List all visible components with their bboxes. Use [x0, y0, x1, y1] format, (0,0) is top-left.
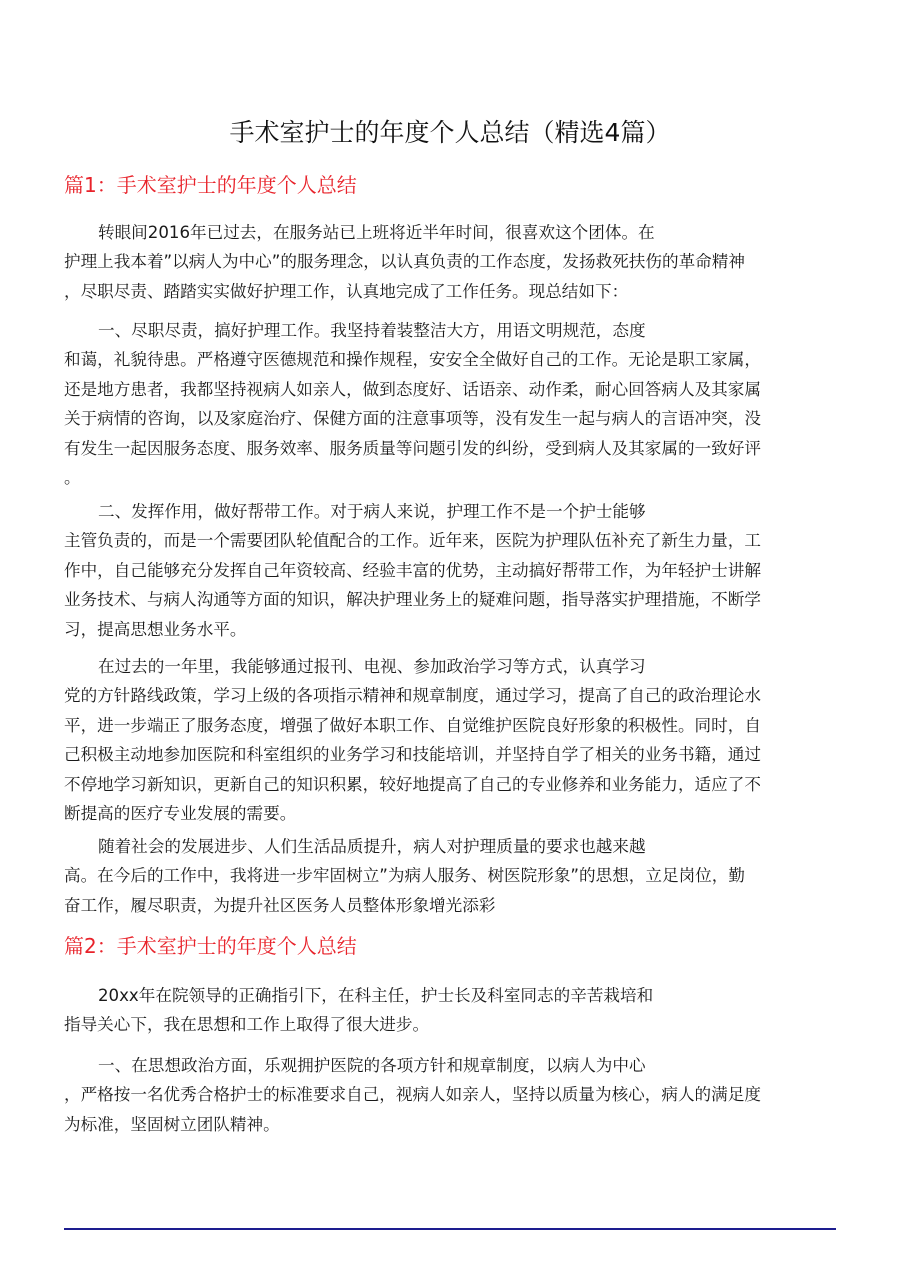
paragraph-line: 高。在今后的工作中，我将进一步牢固树立”为病人服务、树医院形象”的思想，立足岗位，勤 [64, 866, 745, 886]
paragraph-line: ，尽职尽责、踏踏实实做好护理工作，认真地完成了工作任务。现总结如下： [64, 281, 629, 301]
paragraph [64, 652, 844, 828]
paragraph-line: 主管负责的，而是一个需要团队轮值配合的工作。近年来，医院为护理队伍补充了新生力量，工 [64, 531, 761, 551]
paragraph-line: 为标准，坚固树立团队精神。 [64, 1114, 280, 1134]
paragraph-line: 转眼间2016年已过去，在服务站已上班将近半年时间，很喜欢这个团体。在 [98, 223, 655, 242]
paragraph-line: 20xx年在院领导的正确指引下，在科主任，护士长及科室同志的辛苦栽培和 [98, 986, 654, 1005]
paragraph [64, 497, 844, 644]
paragraph-line: 二、发挥作用，做好帮带工作。对于病人来说，护理工作不是一个护士能够 [98, 502, 646, 521]
paragraph-line: 关于病情的咨询，以及家庭治疗、保健方面的注意事项等，没有发生一起与病人的言语冲突，没 [64, 409, 761, 429]
paragraph-line: 习，提高思想业务水平。 [64, 619, 247, 639]
paragraph-line: 还是地方患者，我都坚持视病人如亲人，做到态度好、话语亲、动作柔，耐心回答病人及其家属 [64, 379, 761, 399]
section-heading-1: 篇1：手术室护士的年度个人总结 [64, 173, 357, 197]
paragraph-line: 奋工作，履尽职责，为提升社区医务人员整体形象增光添彩 [64, 895, 496, 915]
paragraph-line: 有发生一起因服务态度、服务效率、服务质量等问题引发的纠纷，受到病人及其家属的一致好评 [64, 438, 761, 458]
paragraph-line: 随着社会的发展进步、人们生活品质提升，病人对护理质量的要求也越来越 [98, 837, 646, 856]
paragraph-line: 党的方针路线政策，学习上级的各项指示精神和规章制度，通过学习，提高了自己的政治理论水 [64, 686, 761, 706]
paragraph [64, 316, 844, 492]
paragraph-line: 不停地学习新知识，更新自己的知识积累，较好地提高了自己的专业修养和业务能力，适应了不 [64, 774, 761, 794]
paragraph-line: 一、尽职尽责，搞好护理工作。我坚持着装整洁大方，用语文明规范，态度 [98, 321, 646, 340]
paragraph-line: 己积极主动地参加医院和科室组织的业务学习和技能培训，并坚持自学了相关的业务书籍，通过 [64, 745, 761, 765]
paragraph-line: 在过去的一年里，我能够通过报刊、电视、参加政治学习等方式，认真学习 [98, 657, 646, 676]
section-heading-2: 篇2：手术室护士的年度个人总结 [64, 934, 357, 958]
paragraph-line: 作中，自己能够充分发挥自己年资较高、经验丰富的优势，主动搞好帮带工作，为年轻护士讲解 [64, 560, 761, 580]
paragraph [64, 832, 844, 920]
paragraph-line: 业务技术、与病人沟通等方面的知识，解决护理业务上的疑难问题，指导落实护理措施，不断学 [64, 590, 761, 610]
paragraph-line: ，严格按一名优秀合格护士的标准要求自己，视病人如亲人，坚持以质量为核心，病人的满足度 [64, 1085, 761, 1105]
paragraph-line: 一、在思想政治方面，乐观拥护医院的各项方针和规章制度，以病人为中心 [98, 1056, 646, 1075]
paragraph-line: 护理上我本着”以病人为中心”的服务理念，以认真负责的工作态度，发扬救死扶伤的革命精神 [64, 252, 745, 272]
paragraph-line: 断提高的医疗专业发展的需要。 [64, 804, 297, 824]
paragraph [64, 1051, 844, 1139]
paragraph-line: 指导关心下，我在思想和工作上取得了很大进步。 [64, 1015, 430, 1035]
paragraph-line: 。 [64, 468, 81, 488]
footer-divider [64, 1228, 836, 1230]
paragraph [64, 981, 844, 1040]
paragraph-line: 和蔼，礼貌待患。严格遵守医德规范和操作规程，安安全全做好自己的工作。无论是职工家属， [64, 350, 761, 370]
paragraph-line: 平，进一步端正了服务态度，增强了做好本职工作、自觉维护医院良好形象的积极性。同时，自 [64, 715, 761, 735]
paragraph [64, 218, 844, 306]
document-title: 手术室护士的年度个人总结（精选4篇） [229, 118, 671, 147]
